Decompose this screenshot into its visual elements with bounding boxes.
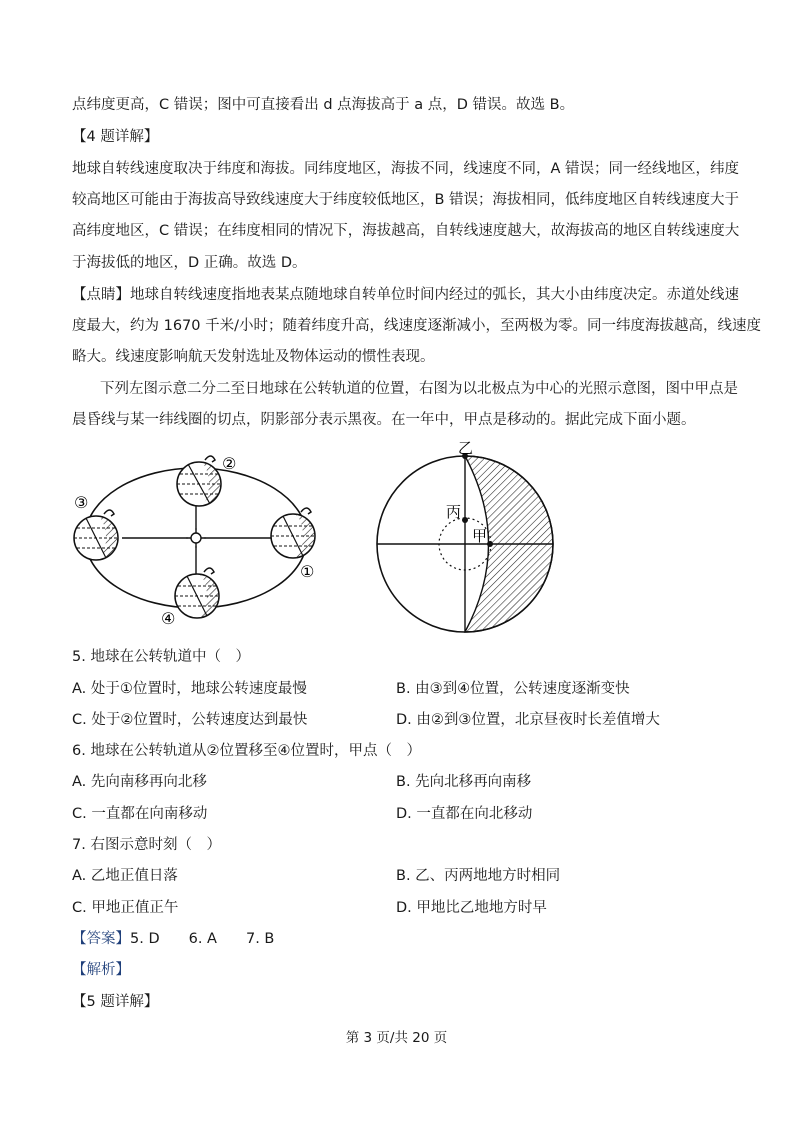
text-line: 地球自转线速度取决于纬度和海拔。同纬度地区，海拔不同，线速度不同，A 错误；同一经线地区，纬度 <box>72 161 740 177</box>
option-7b: B. 乙、丙两地地方时相同 <box>396 868 561 884</box>
option-7d: D. 甲地比乙地地方时早 <box>396 900 547 916</box>
section-heading: 【4 题详解】 <box>72 129 159 145</box>
text-line: 略大。线速度影响航天发射选址及物体运动的惯性表现。 <box>72 349 435 365</box>
option-6d: D. 一直都在向北移动 <box>396 806 533 822</box>
label-yi: 乙 <box>458 439 474 457</box>
text-line: 点纬度更高，C 错误；图中可直接看出 d 点海拔高于 a 点，D 错误。故选 B。 <box>72 97 575 113</box>
earth-position-4 <box>175 568 219 618</box>
answer-text: 5. D 6. A 7. B <box>130 931 275 947</box>
option-5c: C. 处于②位置时，公转速度达到最快 <box>72 712 308 728</box>
text-line: 【点睛】地球自转线速度指地表某点随地球自转单位时间内经过的弧长，其大小由纬度决定。赤道处线速 <box>72 287 739 303</box>
label-jia: 甲 <box>472 527 488 545</box>
option-5b: B. 由③到④位置，公转速度逐渐变快 <box>396 681 630 697</box>
text-line: 晨昏线与某一纬线圈的切点，阴影部分表示黑夜。在一年中，甲点是移动的。据此完成下面小题。 <box>72 412 696 428</box>
question-5: 5. 地球在公转轨道中（ ） <box>72 649 250 665</box>
text-line: 下列左图示意二分二至日地球在公转轨道的位置，右图为以北极点为中心的光照示意图，图中甲点是 <box>100 381 738 397</box>
question-6: 6. 地球在公转轨道从②位置移至④位置时，甲点（ ） <box>72 743 421 759</box>
option-6a: A. 先向南移再向北移 <box>72 774 207 790</box>
polar-illumination-diagram <box>372 436 562 636</box>
option-5d: D. 由②到③位置，北京昼夜时长差值增大 <box>396 712 660 728</box>
analysis-heading: 【解析】 <box>72 962 130 978</box>
text-line: 较高地区可能由于海拔高导致线速度大于纬度较低地区，B 错误；海拔相同，低纬度地区自转线速度大于 <box>72 192 740 208</box>
text-line: 高纬度地区，C 错误；在纬度相同的情况下，海拔越高，自转线速度越大，故海拔高的地区自转线速度大 <box>72 223 740 239</box>
earth-position-3 <box>74 510 118 560</box>
option-6c: C. 一直都在向南移动 <box>72 806 208 822</box>
option-7a: A. 乙地正值日落 <box>72 868 178 884</box>
orbit-diagram <box>60 440 340 630</box>
label-position-2: ② <box>222 454 237 473</box>
label-position-4: ④ <box>161 609 176 628</box>
page-footer: 第 3 页/共 20 页 <box>345 1030 448 1046</box>
option-7c: C. 甲地正值正午 <box>72 900 179 916</box>
label-bing: 丙 <box>446 503 462 521</box>
question-7: 7. 右图示意时刻（ ） <box>72 837 221 853</box>
label-position-1: ① <box>300 562 315 581</box>
earth-position-1 <box>271 508 315 558</box>
earth-position-2 <box>177 456 221 506</box>
text-line: 于海拔低的地区，D 正确。故选 D。 <box>72 255 307 271</box>
option-6b: B. 先向北移再向南移 <box>396 774 532 790</box>
text-line: 度最大，约为 1670 千米/小时；随着纬度升高，线速度逐渐减小，至两极为零。同一纬度海拔越高，线速度 <box>72 318 762 334</box>
section-heading: 【5 题详解】 <box>72 994 159 1010</box>
option-5a: A. 处于①位置时，地球公转速度最慢 <box>72 681 307 697</box>
answer-line <box>72 930 274 948</box>
label-position-3: ③ <box>74 493 89 512</box>
answer-label: 【答案】 <box>72 931 130 947</box>
